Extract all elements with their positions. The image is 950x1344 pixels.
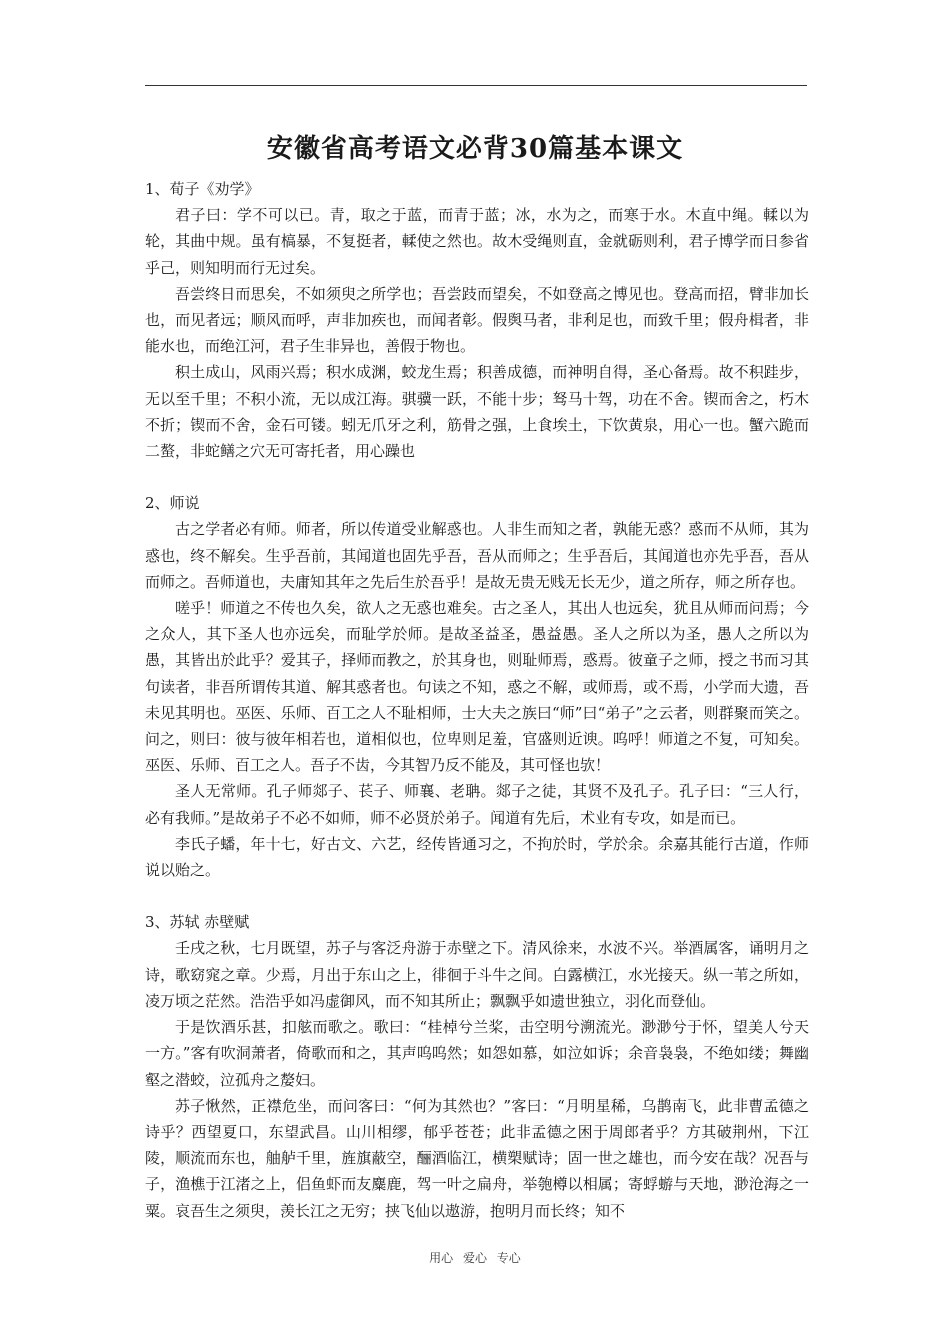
paragraph: 壬戌之秋，七月既望，苏子与客泛舟游于赤壁之下。清风徐来，水波不兴。举酒属客，诵明月之诗，歌窈窕之章。少焉，月出于东山之上，徘徊于斗牛之间。白露横江，水光接天。纵一苇之所如，凌万顷之茫然。浩浩乎如冯虚御风，而不知其所止；飘飘乎如遗世独立，羽化而登仙。 [145, 939, 809, 1010]
paragraph: 古之学者必有师。师者，所以传道受业解惑也。人非生而知之者，孰能无惑？惑而不从师，其为惑也，终不解矣。生乎吾前，其闻道也固先乎吾，吾从而师之；生乎吾后，其闻道也亦先乎吾，吾从而师之。吾师道也，夫庸知其年之先后生於吾乎！是故无贵无贱无长无少，道之所存，师之所存也。 [145, 520, 809, 591]
paragraph: 嗟乎！师道之不传也久矣，欲人之无惑也难矣。古之圣人，其出人也远矣，犹且从师而问焉；今之众人，其下圣人也亦远矣，而耻学於师。是故圣益圣，愚益愚。圣人之所以为圣，愚人之所以为愚，其皆出於此乎？爱其子，择师而教之，於其身也，则耻师焉，惑焉。彼童子之师，授之书而习其句读者，非吾所谓传其道、解其惑者也。句读之不知，惑之不解，或师焉，或不焉，小学而大遗，吾未见其明也。巫医、乐师、百工之人不耻相师，士大夫之族曰“师”曰“弟子”之云者，则群聚而笑之。问之，则曰：彼与彼年相若也，道相似也，位卑则足羞，官盛则近谀。呜呼！师道之不复，可知矣。巫医、乐师、百工之人。吾子不齿，今其智乃反不能及，其可怪也欤！ [145, 599, 809, 775]
paragraph: 苏子愀然，正襟危坐，而问客曰：“何为其然也？”客曰：“月明星稀，乌鹊南飞，此非曹孟德之诗乎？西望夏口，东望武昌。山川相缪，郁乎苍苍；此非孟德之困于周郎者乎？方其破荆州，下江陵，顺流而东也，舳舻千里，旌旗蔽空，酾酒临江，横槊赋诗；固一世之雄也，而今安在哉？况吾与子，渔樵于江渚之上，侣鱼虾而友麋鹿，驾一叶之扁舟，举匏樽以相属；寄蜉蝣与天地，渺沧海之一粟。哀吾生之须臾，羡长江之无穷；挟飞仙以遨游，抱明月而长终；知不 [145, 1096, 809, 1220]
section-heading: 2、师说 [145, 494, 200, 513]
header-rule [145, 85, 807, 86]
paragraph: 积土成山，风雨兴焉；积水成渊，蛟龙生焉；积善成德，而神明自得，圣心备焉。故不积跬步，无以至千里；不积小流，无以成江海。骐骥一跃，不能十步；驽马十驾，功在不舍。锲而舍之，朽木不折；锲而不舍，金石可镂。蚓无爪牙之利，筋骨之强，上食埃土，下饮黄泉，用心一也。蟹六跪而二螯，非蛇鳝之穴无可寄托者，用心躁也 [145, 363, 809, 461]
paragraph: 于是饮酒乐甚，扣舷而歌之。歌曰：“桂棹兮兰桨，击空明兮溯流光。渺渺兮于怀，望美人兮天一方。”客有吹洞萧者，倚歌而和之，其声呜呜然；如怨如慕，如泣如诉；余音袅袅，不绝如缕；舞幽壑之潜蛟，泣孤舟之嫠妇。 [145, 1018, 809, 1089]
section-spacer [145, 464, 809, 490]
section-heading: 1、荀子《劝学》 [145, 180, 260, 198]
section-spacer [145, 883, 809, 909]
paragraph: 君子曰：学不可以已。青，取之于蓝，而青于蓝；冰，水为之，而寒于水。木直中绳。輮以为轮，其曲中规。虽有槁暴，不复挺者，輮使之然也。故木受绳则直，金就砺则利，君子博学而日参省乎己，则知明而行无过矣。 [145, 206, 809, 277]
document-body [145, 176, 809, 1224]
paragraph: 吾尝终日而思矣，不如须臾之所学也；吾尝跂而望矣，不如登高之博见也。登高而招，臂非加长也，而见者远；顺风而呼，声非加疾也，而闻者彰。假舆马者，非利足也，而致千里；假舟楫者，非能水也，而绝江河，君子生非异也，善假于物也。 [145, 284, 809, 356]
page-title: 安徽省高考语文必背30篇基本课文 [266, 134, 684, 164]
paragraph: 李氏子蟠，年十七，好古文、六艺，经传皆通习之，不拘於时，学於余。余嘉其能行古道，作师说以贻之。 [145, 834, 809, 880]
section-heading: 3、苏轼 赤壁赋 [145, 913, 250, 932]
page-footer: 用心 爱心 专心 [429, 1251, 521, 1265]
paragraph: 圣人无常师。孔子师郯子、苌子、师襄、老聃。郯子之徒，其贤不及孔子。孔子曰：“三人行，必有我师。”是故弟子不必不如师，师不必贤於弟子。闻道有先后，术业有专攻，如是而已。 [145, 782, 809, 827]
